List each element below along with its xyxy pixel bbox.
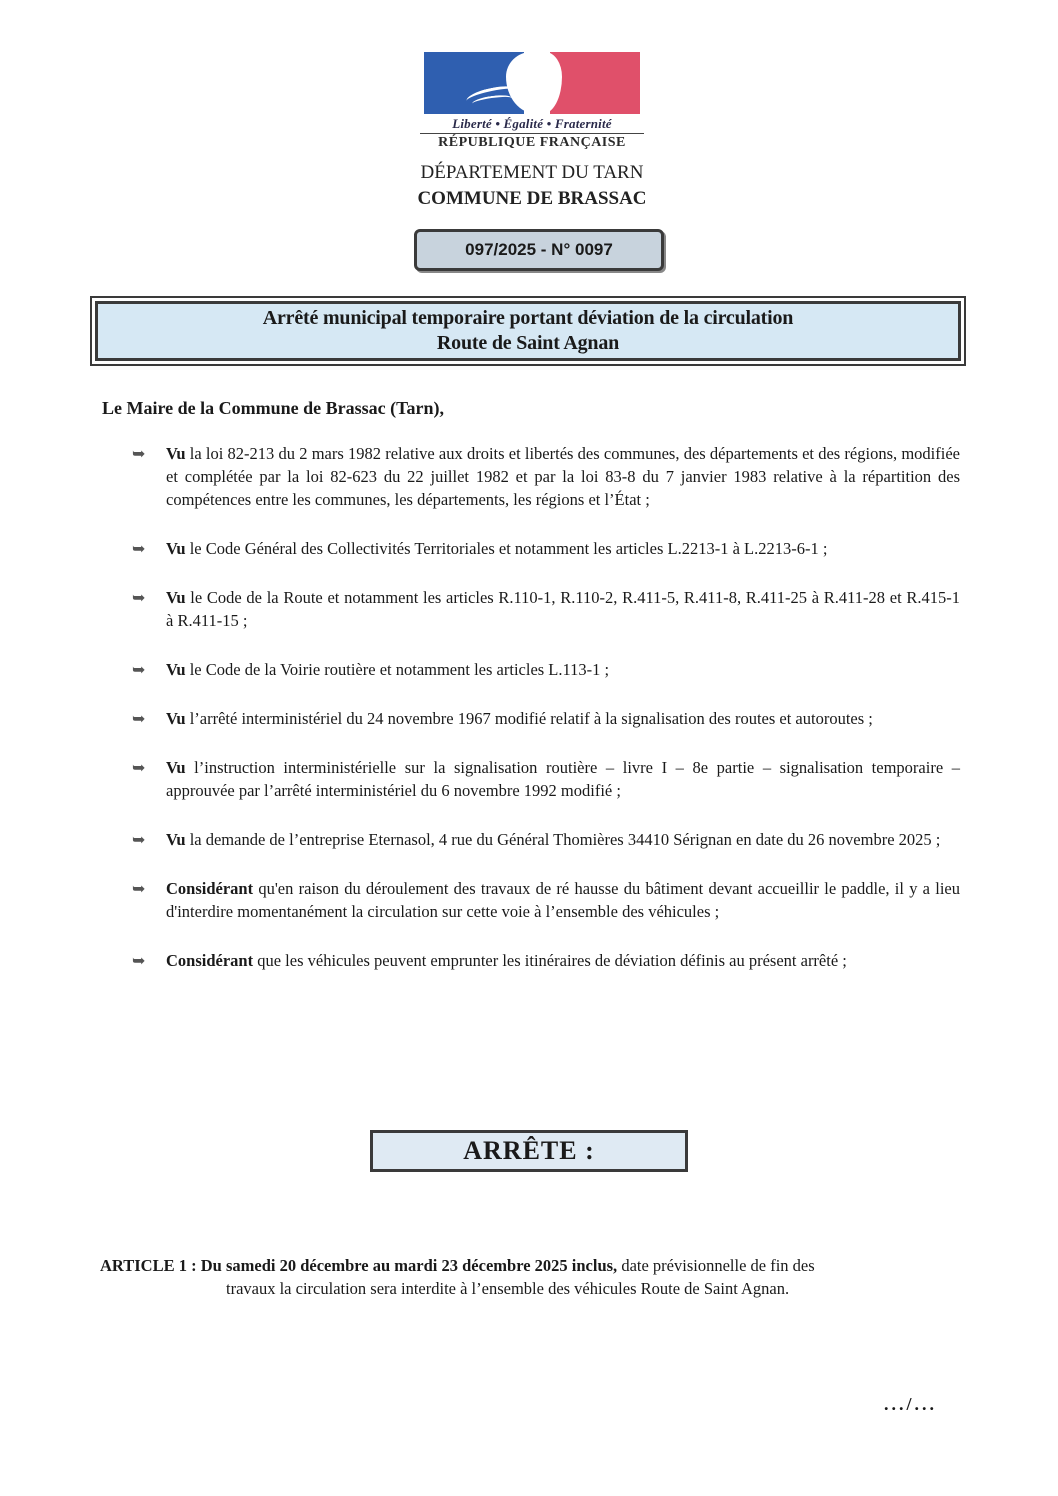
arrow-bullet-icon: ➥ [132,539,146,558]
item-lead: Vu [166,709,186,728]
continued-marker: .../... [884,1394,938,1414]
mayor-intro: Le Maire de la Commune de Brassac (Tarn), [102,398,444,418]
list-item [132,828,960,851]
item-lead: Vu [166,830,186,849]
item-lead: Vu [166,539,186,558]
list-item [132,537,960,560]
item-text: que les véhicules peuvent emprunter les itinéraires de déviation définis au présent arrêté ; [253,951,847,970]
document-title-box [90,296,966,366]
list-item [132,756,960,802]
article-1-line1 [100,1254,960,1277]
commune-name: COMMUNE DE BRASSAC [417,188,647,209]
departement-name: DÉPARTEMENT DU TARN [420,162,644,183]
republique-francaise: RÉPUBLIQUE FRANÇAISE [438,135,626,150]
item-text: qu'en raison du déroulement des travaux de ré hausse du bâtiment devant accueillir le paddle, il y a lieu d'interdire momentanément la circulation sur cette voie à l’ensemble des véhicules ; [166,879,960,921]
document-title-line2: Route de Saint Agnan [436,332,620,354]
item-text: la loi 82-213 du 2 mars 1982 relative aux droits et libertés des communes, des départements et des régions, modifiée et complétée par la loi 82-623 du 22 juillet 1982 et par la loi 83-8 du 7 janvier 1983 relative à la répartition des compétences entre les communes, les départements, les régions et l’État ; [166,444,960,509]
item-lead: Considérant [166,879,254,898]
list-item [132,442,960,511]
arrow-bullet-icon: ➥ [132,660,146,679]
arrow-bullet-icon: ➥ [132,758,146,777]
arrete-heading-box [370,1130,688,1172]
article-1-dates: Du samedi 20 décembre au mardi 23 décembre 2025 inclus, [200,1256,618,1275]
item-lead: Vu [166,660,186,679]
item-lead: Considérant [166,951,254,970]
item-text: le Code de la Route et notamment les articles R.110-1, R.110-2, R.411-5, R.411-8, R.411-25 à R.411-28 et R.415-1 à R.411-15 ; [166,588,960,630]
arrow-bullet-icon: ➥ [132,588,146,607]
arrow-bullet-icon: ➥ [132,951,146,970]
document-title-inner [95,301,961,361]
list-item [132,586,960,632]
marianne-logo [424,52,640,114]
item-lead: Vu [166,444,186,463]
considerations-list [132,442,960,972]
article-1-label: ARTICLE 1 : [100,1256,201,1275]
article-1 [100,1254,960,1300]
arrow-bullet-icon: ➥ [132,709,146,728]
item-text: le Code Général des Collectivités Territoriales et notamment les articles L.2213-1 à L.2213-6-1 ; [185,539,828,558]
article-1-line2: travaux la circulation sera interdite à l’ensemble des véhicules Route de Saint Agnan. [226,1279,790,1298]
republic-motto: Liberté • Égalité • Fraternité [420,116,644,134]
reference-number: 097/2025 - N° 0097 [465,240,613,259]
list-item [132,707,960,730]
arrow-bullet-icon: ➥ [132,830,146,849]
list-item [132,658,960,681]
item-lead: Vu [166,588,186,607]
arrow-bullet-icon: ➥ [132,879,146,898]
item-text: la demande de l’entreprise Eternasol, 4 rue du Général Thomières 34410 Sérignan en date du 26 novembre 2025 ; [185,830,941,849]
reference-number-box [414,229,664,271]
arrete-heading: ARRÊTE : [463,1136,595,1165]
list-item [132,949,960,972]
item-lead: Vu [166,758,186,777]
document-title-line1: Arrêté municipal temporaire portant déviation de la circulation [262,307,794,329]
list-item [132,877,960,923]
item-text: le Code de la Voirie routière et notamment les articles L.113-1 ; [185,660,610,679]
item-text: l’instruction interministérielle sur la signalisation routière – livre I – 8e partie – signalisation temporaire – approuvée par l’arrêté interministériel du 6 novembre 1992 modifié ; [166,758,960,800]
arrow-bullet-icon: ➥ [132,444,146,463]
article-1-line1-rest: date prévisionnelle de fin des [617,1256,815,1275]
item-text: l’arrêté interministériel du 24 novembre 1967 modifié relatif à la signalisation des routes et autoroutes ; [185,709,873,728]
flag-red-band [550,52,640,114]
